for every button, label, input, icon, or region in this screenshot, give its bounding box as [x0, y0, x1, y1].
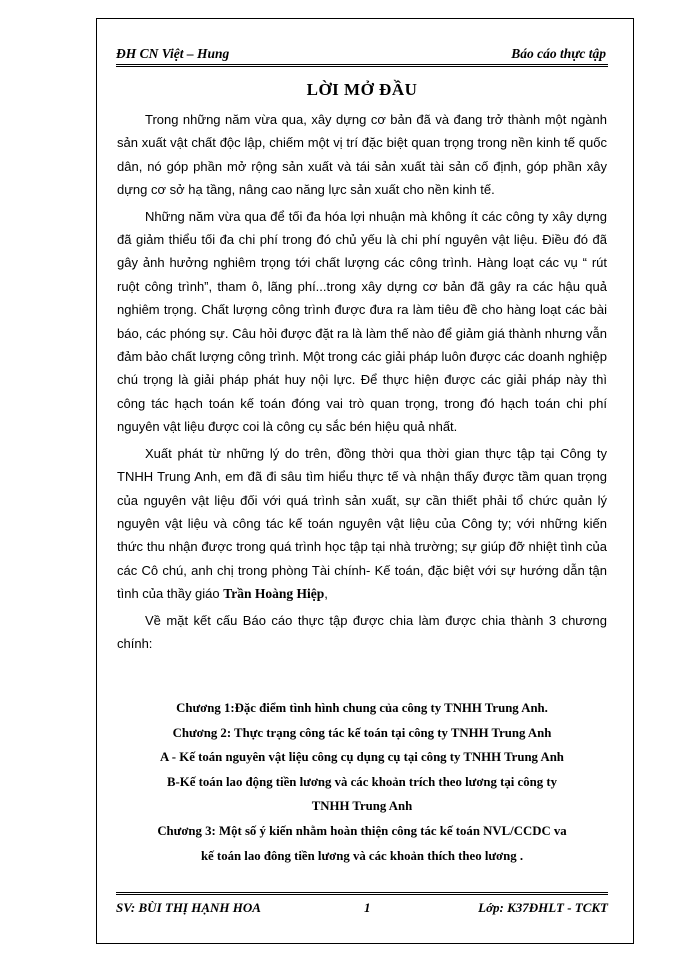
footer-student: SV: BÙI THỊ HẠNH HOA	[116, 900, 261, 915]
paragraph-2: Những năm vừa qua để tối đa hóa lợi nhuận mà không ít các công ty xây dựng đã giảm thiểu tối đa chi phí trong đó chủ yếu là chi phí nguyên vật liệu. Điều đó đã gây ảnh hưởng nghiêm trọng tới chất lượng các công trình. Hàng loạt các vụ “ rút ruột công trình”, tham ô, lãng phí...trong xây dựng cơ bản đã gây ra các hậu quả nghiêm trọng. Chất lượng công trình được đưa ra làm tiêu đề cho hàng loạt các bài báo, các phóng sự. Câu hỏi được đặt ra là làm thế nào để giảm giá thành nhưng vẫn đảm bảo chất lượng công trình. Một trong các giải pháp luôn được các doanh nghiệp chú trọng là giải pháp phát huy nội lực. Để thực hiện được các giải pháp này thì công tác hạch toán kế toán đóng vai trò quan trọng, trong đó hạch toán chi phí nguyên vật liệu được coi là công cụ sắc bén hiệu quả nhất.	[117, 208, 607, 435]
chapter-2b-cont: TNHH Trung Anh	[311, 799, 413, 814]
teacher-name: Trần Hoàng Hiệp	[223, 586, 325, 602]
chapter-3: Chương 3: Một số ý kiến nhằm hoàn thiện công tác kế toán NVL/CCDC va	[157, 823, 567, 838]
paragraph-3-text: Xuất phát từ những lý do trên, đồng thời qua thời gian thực tập tại Công ty TNHH Trung Anh, em đã đi sâu tìm hiểu thực tế và nhận thấy được tầm quan trọng của nguyên vật liệu đối với quá trình sản xuất, sự cần thiết phải tổ chức quản lý nguyên vật liệu và công tác kế toán nguyên vật liệu của Công ty; với những kiến thức thu nhận được trong quá trình học tập tại nhà trường; sự giúp đỡ nhiệt tình của các Cô chú, anh chị trong phòng Tài chính- Kế toán, đặc biệt với sự hướng dẫn tận tình của thầy giáo	[117, 445, 607, 602]
document-body	[117, 108, 607, 658]
header-report-type: Báo cáo thực tập	[511, 46, 606, 61]
page-number: 1	[364, 900, 371, 915]
chapter-2b: B-Kế toán lao động tiền lương và các khoản trích theo lương tại công ty	[167, 774, 557, 789]
header-school: ĐH CN Việt – Hung	[116, 46, 230, 61]
chapter-2a: A - Kế toán nguyên vật liệu công cụ dụng cụ tại công ty TNHH Trung Anh	[160, 750, 564, 765]
paragraph-1: Trong những năm vừa qua, xây dựng cơ bản đã và đang trở thành một ngành sản xuất vật chất độc lập, chiếm một vị trí đặc biệt quan trọng trong nền kinh tế quốc dân, nó góp phần mở rộng sản xuất và tái sản xuất tài sản cố định, góp phần xây dựng cơ sở hạ tầng, nâng cao năng lực sản xuất cho nền kinh tế.	[117, 112, 607, 198]
footer-divider	[116, 892, 608, 895]
paragraph-4: Về mặt kết cấu Báo cáo thực tập được chia làm được chia thành 3 chương chính:	[117, 612, 607, 651]
page-header	[116, 46, 606, 62]
chapter-list	[116, 696, 608, 868]
footer-class: Lớp: K37ĐHLT - TCKT	[478, 900, 608, 915]
header-divider	[116, 64, 608, 67]
chapter-1: Chương 1:Đặc điểm tình hình chung của công ty TNHH Trung Anh.	[176, 701, 548, 715]
page-title: LỜI MỞ ĐẦU	[306, 80, 418, 99]
paragraph-3	[117, 442, 607, 606]
chapter-2: Chương 2: Thực trạng công tác kế toán tại công ty TNHH Trung Anh	[172, 725, 552, 740]
chapter-3-cont: kế toán lao đông tiền lương và các khoản thích theo lương .	[200, 848, 524, 863]
paragraph-3-tail: ,	[324, 586, 328, 602]
